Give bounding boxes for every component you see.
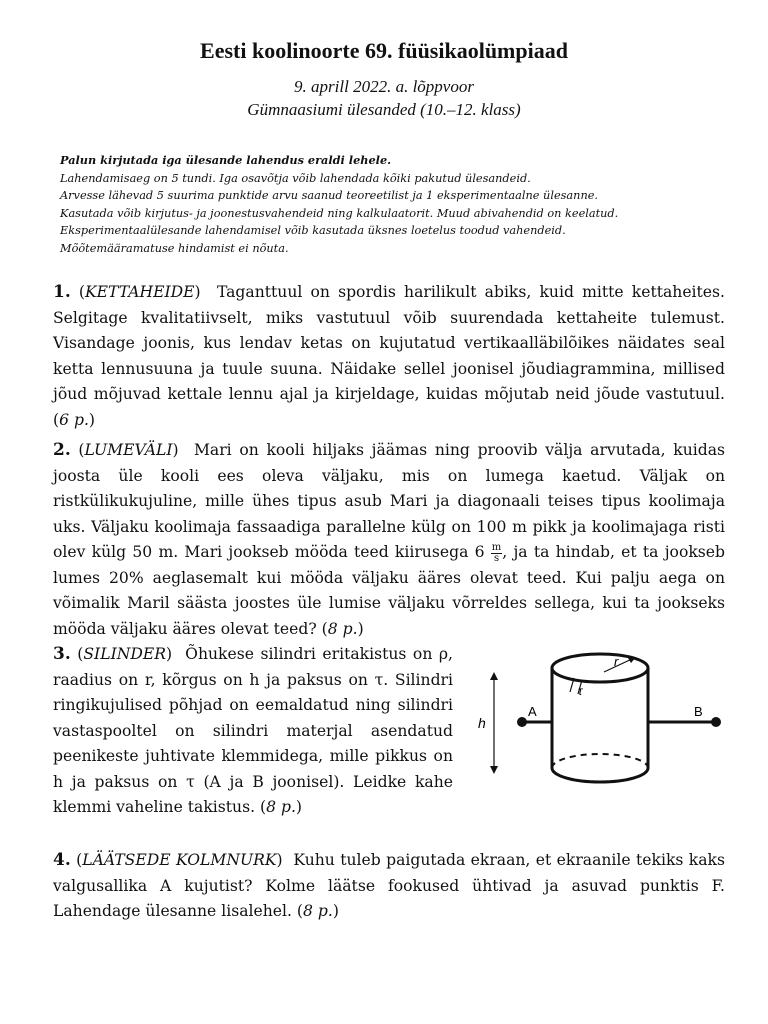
page-title: Eesti koolinoorte 69. füüsikaolümpiaad [200,38,568,63]
problem-number: 3. [53,644,71,664]
cylinder-bottom-back [552,754,648,768]
cylinder-figure [470,648,730,818]
problem-text: Kuhu tuleb paigutada ekraan, et ekraanile tekiks kaks valgusallika A kujutist? Kolme läätse fookused ühtivad ja asuvad punktis F. Lahendage ülesanne lisalehel. [53,851,726,920]
problem-points: 8 p. [266,798,296,816]
problem-name: LUMEVÄLI [84,441,173,459]
problem-points: 8 p. [303,902,333,920]
instruction-line: Arvesse lähevad 5 suurima punktide arvu saanud teoreetilist ja 1 eksperimentaalne ülesanne. [60,189,598,202]
problem-2: 2. (LUMEVÄLI) Mari on kooli hiljaks jäämas ning proovib välja arvutada, kuidas joosta üle kooli ees oleva väljaku, mis on lumega kaetud. Väljak on ristkülikukujuline, mille ühes tipus asub Mari ja diagonaali teises tipus koolimaja uks. Väljaku koolimaja fassaadiga parallelne külg on 100 m pikk ja koolimajaga risti olev külg 50 m. Mari jookseb mööda teed kiirusega 6 $\frac{m}{s}$ , ja ta hindab, et ta jookseb lumes 20% aeglasemalt kui mööda väljaku ääres olevat teed. Kui palju aega on võimalik Maril säästa joostes üle lumise väljaku võrreldes sellega, kui ta jookseks mööda väljaku ääres olevat teed? (8 p.) [53,440,726,638]
instruction-line: Mõõtemääramatuse hindamist ei nõuta. [60,241,289,255]
problem-name: LÄÄTSEDE KOLMNURK [82,851,277,869]
thickness-label: τ [578,684,583,698]
problem-number: 4. [53,850,71,870]
problem-number: 2. [53,440,71,460]
terminal-a [517,717,527,727]
level-line: Gümnaasiumi ülesanded (10.–12. klass) [247,100,521,119]
instruction-line: Eksperimentaalülesande lahendamisel võib kasutada üksnes loetelus toodud vahendeid. [60,224,566,237]
radius-arrowhead [628,657,636,663]
problem-1: 1. (KETTAHEIDE) Taganttuul on spordis harilikult abiks, kuid mitte kettaheites. Selgitage kvalitatiivselt, miks vastutuul võib suurendada kettaheite tulemust. Visandage joonis, kus lendav ketas on kujutatud vertikaalläbilõikes näidates seal ketta lennusuuna ja tuule suuna. Näidake sellel joonisel jõudiagrammina, millised jõud mõjuvad kettale lennu ajal ja kirjeldage, kuidas mõjutab neid jõude vastutuul. (6 p.) [53,282,725,429]
instructions [60,152,720,257]
cylinder-bottom-front [552,768,648,782]
problem-text: Taganttuul on spordis harilikult abiks, kuid mitte kettaheites. Selgitage kvalitatiivselt, miks vastutuul võib suurendada kettaheite tulemust. Visandage joonis, kus lendav ketas on kujutatud vertikaalläbilõikes näidates seal ketta lennusuuna ja tuule suuna. Näidake sellel joonisel jõudiagrammina, millised jõud mõjuvad kettale lennu ajal ja kirjeldage, kuidas mõjutab neid jõude vastutuul. [53,283,725,403]
terminal-b [711,717,721,727]
instruction-line: Lahendamisaeg on 5 tundi. Iga osavõtja võib lahendada kõiki pakutud ülesandeid. [60,171,531,185]
height-arrowhead-bottom [490,766,498,774]
problem-text: , ja ta hindab, et ta jookseb lumes 20% aeglasemalt kui mööda väljaku ääres olevat teed. Kui palju aega on võimalik Maril säästa joostes üle lumise väljaku võrreldes sellega, kui ta jookseks mööda väljaku ääres olevat teed? [53,543,725,638]
radius-label: r [614,654,619,669]
terminal-b-label: B [694,704,703,719]
problem-4: 4. (LÄÄTSEDE KOLMNURK) Kuhu tuleb paigutada ekraan, et ekraanile tekiks kaks valgusallika A kujutist? Kolme läätse fookused ühtivad ja asuvad punktis F. Lahendage ülesanne lisalehel. (8 p.) [53,850,726,920]
problem-text: Mari on kooli hiljaks jäämas ning proovib välja arvutada, kuidas joosta üle kooli ees oleva väljaku, mis on lumega kaetud. Väljak on ristkülikukujuline, mille ühes tipus asub Mari ja diagonaali teises tipus koolimaja uks. Väljaku koolimaja fassaadiga parallelne külg on 100 m pikk ja koolimajaga risti olev külg 50 m. Mari jookseb mööda teed kiirusega 6 [53,441,726,561]
height-label: h [478,715,486,731]
problem-name: SILINDER [83,645,167,663]
problem-points: 8 p. [327,619,358,638]
problem-number: 1. [53,282,71,302]
problem-3: 3. (SILINDER) Õhukese silindri eritakistus on ρ, raadius on r, kõrgus on h ja paksus on τ. Silindri ringikujulised põhjad on eemaldatud ning silindri vastaspooltel on silindri materjal asendatud peenikeste juhtivate klemmidega, mille pikkus on h ja paksus on τ (A ja B joonisel). Leidke kahe klemmi vaheline takistus. (8 p.) [53,644,454,816]
unit-fraction: $\frac{m}{s}$ [491,541,502,564]
instruction-line: Kasutada võib kirjutus- ja joonestusvahendeid ning kalkulaatorit. Muud abivahendid on keelatud. [60,206,619,220]
date-line: 9. aprill 2022. a. lõppvoor [294,77,474,96]
problem-name: KETTAHEIDE [84,283,195,301]
problem-points: 6 p. [59,410,89,429]
instruction-line: Palun kirjutada iga ülesande lahendus eraldi lehele. [60,153,392,167]
problem-text: Õhukese silindri eritakistus on ρ, raadius on r, kõrgus on h ja paksus on τ. Silindri ringikujulised põhjad on eemaldatud ning silindri vastaspooltel on silindri materjal asendatud peenikeste juhtivate klemmidega, mille pikkus on h ja paksus on τ (A ja B joonisel). Leidke kahe klemmi vaheline takistus. [53,645,454,816]
height-arrowhead-top [490,672,498,680]
terminal-a-label: A [528,704,537,719]
